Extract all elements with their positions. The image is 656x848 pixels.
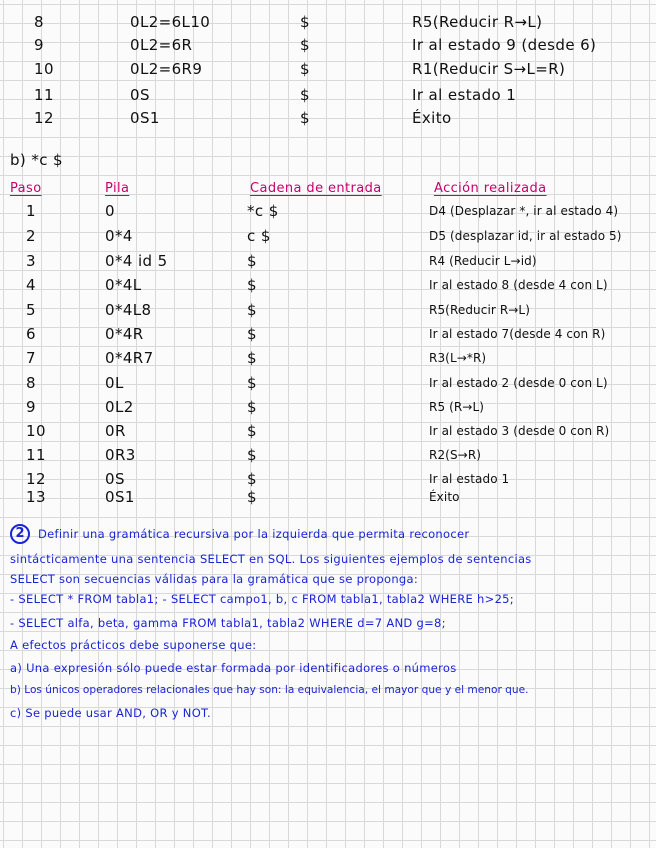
input-cell: $ xyxy=(300,36,310,54)
stack-cell: 0L2 xyxy=(105,398,134,416)
step-cell: 8 xyxy=(34,13,44,31)
action-cell: Ir al estado 1 xyxy=(412,86,517,104)
input-cell: $ xyxy=(247,325,257,343)
action-cell: Ir al estado 3 (desde 0 con R) xyxy=(429,424,610,438)
input-cell: $ xyxy=(247,349,257,367)
action-cell: D4 (Desplazar *, ir al estado 4) xyxy=(429,204,619,218)
table-row xyxy=(0,301,656,320)
table-row xyxy=(0,470,656,489)
action-cell: R1(Reducir S→L=R) xyxy=(412,60,566,78)
stack-cell: 0S1 xyxy=(105,488,135,506)
table-row xyxy=(0,325,656,344)
table-row xyxy=(0,252,656,271)
input-cell: $ xyxy=(247,422,257,440)
step-cell: 4 xyxy=(26,276,36,294)
header-step: Paso xyxy=(10,181,42,196)
stack-cell: 0L2=6R xyxy=(130,36,193,54)
header-action: Acción realizada xyxy=(434,181,547,196)
step-cell: 9 xyxy=(26,398,36,416)
table-row xyxy=(0,227,656,246)
table-row xyxy=(0,446,656,465)
input-cell: $ xyxy=(247,301,257,319)
input-cell: $ xyxy=(300,13,310,31)
question-line: SELECT son secuencias válidas para la gramática que se proponga: xyxy=(10,572,419,586)
step-cell: 9 xyxy=(34,36,44,54)
step-cell: 11 xyxy=(26,446,46,464)
step-cell: 8 xyxy=(26,374,36,392)
step-cell: 5 xyxy=(26,301,36,319)
action-cell: Ir al estado 9 (desde 6) xyxy=(412,36,597,54)
table-row xyxy=(0,86,656,105)
table-row xyxy=(0,60,656,79)
input-cell: $ xyxy=(247,398,257,416)
action-cell: Ir al estado 1 xyxy=(429,472,510,486)
input-cell: $ xyxy=(300,109,310,127)
step-cell: 7 xyxy=(26,349,36,367)
question-line: c) Se puede usar AND, OR y NOT. xyxy=(10,706,211,720)
step-cell: 1 xyxy=(26,202,36,220)
table-row xyxy=(0,276,656,295)
table-row xyxy=(0,349,656,368)
table-row xyxy=(0,202,656,221)
stack-cell: 0 xyxy=(105,202,115,220)
question-line: A efectos prácticos debe suponerse que: xyxy=(10,638,257,652)
header-input: Cadena de entrada xyxy=(250,181,382,196)
input-cell: $ xyxy=(247,470,257,488)
input-cell: $ xyxy=(247,374,257,392)
table-row xyxy=(0,374,656,393)
stack-cell: 0R3 xyxy=(105,446,136,464)
action-cell: R5(Reducir R→L) xyxy=(412,13,543,31)
step-cell: 10 xyxy=(26,422,46,440)
question-line: b) Los únicos operadores relacionales que hay son: la equivalencia, el mayor que y el menor que. xyxy=(10,684,529,696)
stack-cell: 0*4 xyxy=(105,227,133,245)
question-number: 2 xyxy=(10,524,30,544)
stack-cell: 0S xyxy=(105,470,125,488)
action-cell: Ir al estado 8 (desde 4 con L) xyxy=(429,278,608,292)
question-line: - SELECT * FROM tabla1; - SELECT campo1, b, c FROM tabla1, tabla2 WHERE h>25; xyxy=(10,592,514,606)
step-cell: 2 xyxy=(26,227,36,245)
action-cell: Ir al estado 7(desde 4 con R) xyxy=(429,327,606,341)
stack-cell: 0*4L xyxy=(105,276,142,294)
stack-cell: 0L2=6L10 xyxy=(130,13,211,31)
action-cell: Éxito xyxy=(412,109,452,127)
input-cell: $ xyxy=(247,446,257,464)
table-row xyxy=(0,36,656,55)
stack-cell: 0S xyxy=(130,86,150,104)
question-line: sintácticamente una sentencia SELECT en SQL. Los siguientes ejemplos de sentencias xyxy=(10,552,532,566)
header-stack: Pila xyxy=(105,181,130,196)
input-cell: $ xyxy=(300,60,310,78)
action-cell: R5 (R→L) xyxy=(429,400,485,414)
step-cell: 12 xyxy=(26,470,46,488)
step-cell: 10 xyxy=(34,60,54,78)
input-cell: $ xyxy=(300,86,310,104)
stack-cell: 0L xyxy=(105,374,124,392)
question-line: - SELECT alfa, beta, gamma FROM tabla1, tabla2 WHERE d=7 AND g=8; xyxy=(10,616,446,630)
stack-cell: 0R xyxy=(105,422,126,440)
action-cell: R2(S→R) xyxy=(429,448,482,462)
question-line: a) Una expresión sólo puede estar formada por identificadores o números xyxy=(10,661,457,675)
question-line: Definir una gramática recursiva por la izquierda que permita reconocer xyxy=(38,527,470,541)
step-cell: 3 xyxy=(26,252,36,270)
input-cell: $ xyxy=(247,276,257,294)
table-row xyxy=(0,13,656,32)
stack-cell: 0S1 xyxy=(130,109,160,127)
table-row xyxy=(0,422,656,441)
table-row xyxy=(0,109,656,128)
action-cell: Ir al estado 2 (desde 0 con L) xyxy=(429,376,608,390)
action-cell: Éxito xyxy=(429,490,460,504)
table-row xyxy=(0,398,656,417)
step-cell: 6 xyxy=(26,325,36,343)
step-cell: 12 xyxy=(34,109,54,127)
action-cell: R5(Reducir R→L) xyxy=(429,303,530,317)
stack-cell: 0*4R7 xyxy=(105,349,154,367)
action-cell: D5 (desplazar id, ir al estado 5) xyxy=(429,229,622,243)
stack-cell: 0*4L8 xyxy=(105,301,152,319)
stack-cell: 0*4R xyxy=(105,325,144,343)
stack-cell: 0L2=6R9 xyxy=(130,60,203,78)
action-cell: R4 (Reducir L→id) xyxy=(429,254,537,268)
stack-cell: 0*4 id 5 xyxy=(105,252,168,270)
table-row xyxy=(0,488,656,507)
input-cell: $ xyxy=(247,488,257,506)
section-title: b) *c $ xyxy=(10,151,64,169)
action-cell: R3(L→*R) xyxy=(429,351,487,365)
input-cell: $ xyxy=(247,252,257,270)
step-cell: 11 xyxy=(34,86,54,104)
step-cell: 13 xyxy=(26,488,46,506)
input-cell: *c $ xyxy=(247,202,279,220)
table-header xyxy=(0,179,656,198)
input-cell: c $ xyxy=(247,227,271,245)
